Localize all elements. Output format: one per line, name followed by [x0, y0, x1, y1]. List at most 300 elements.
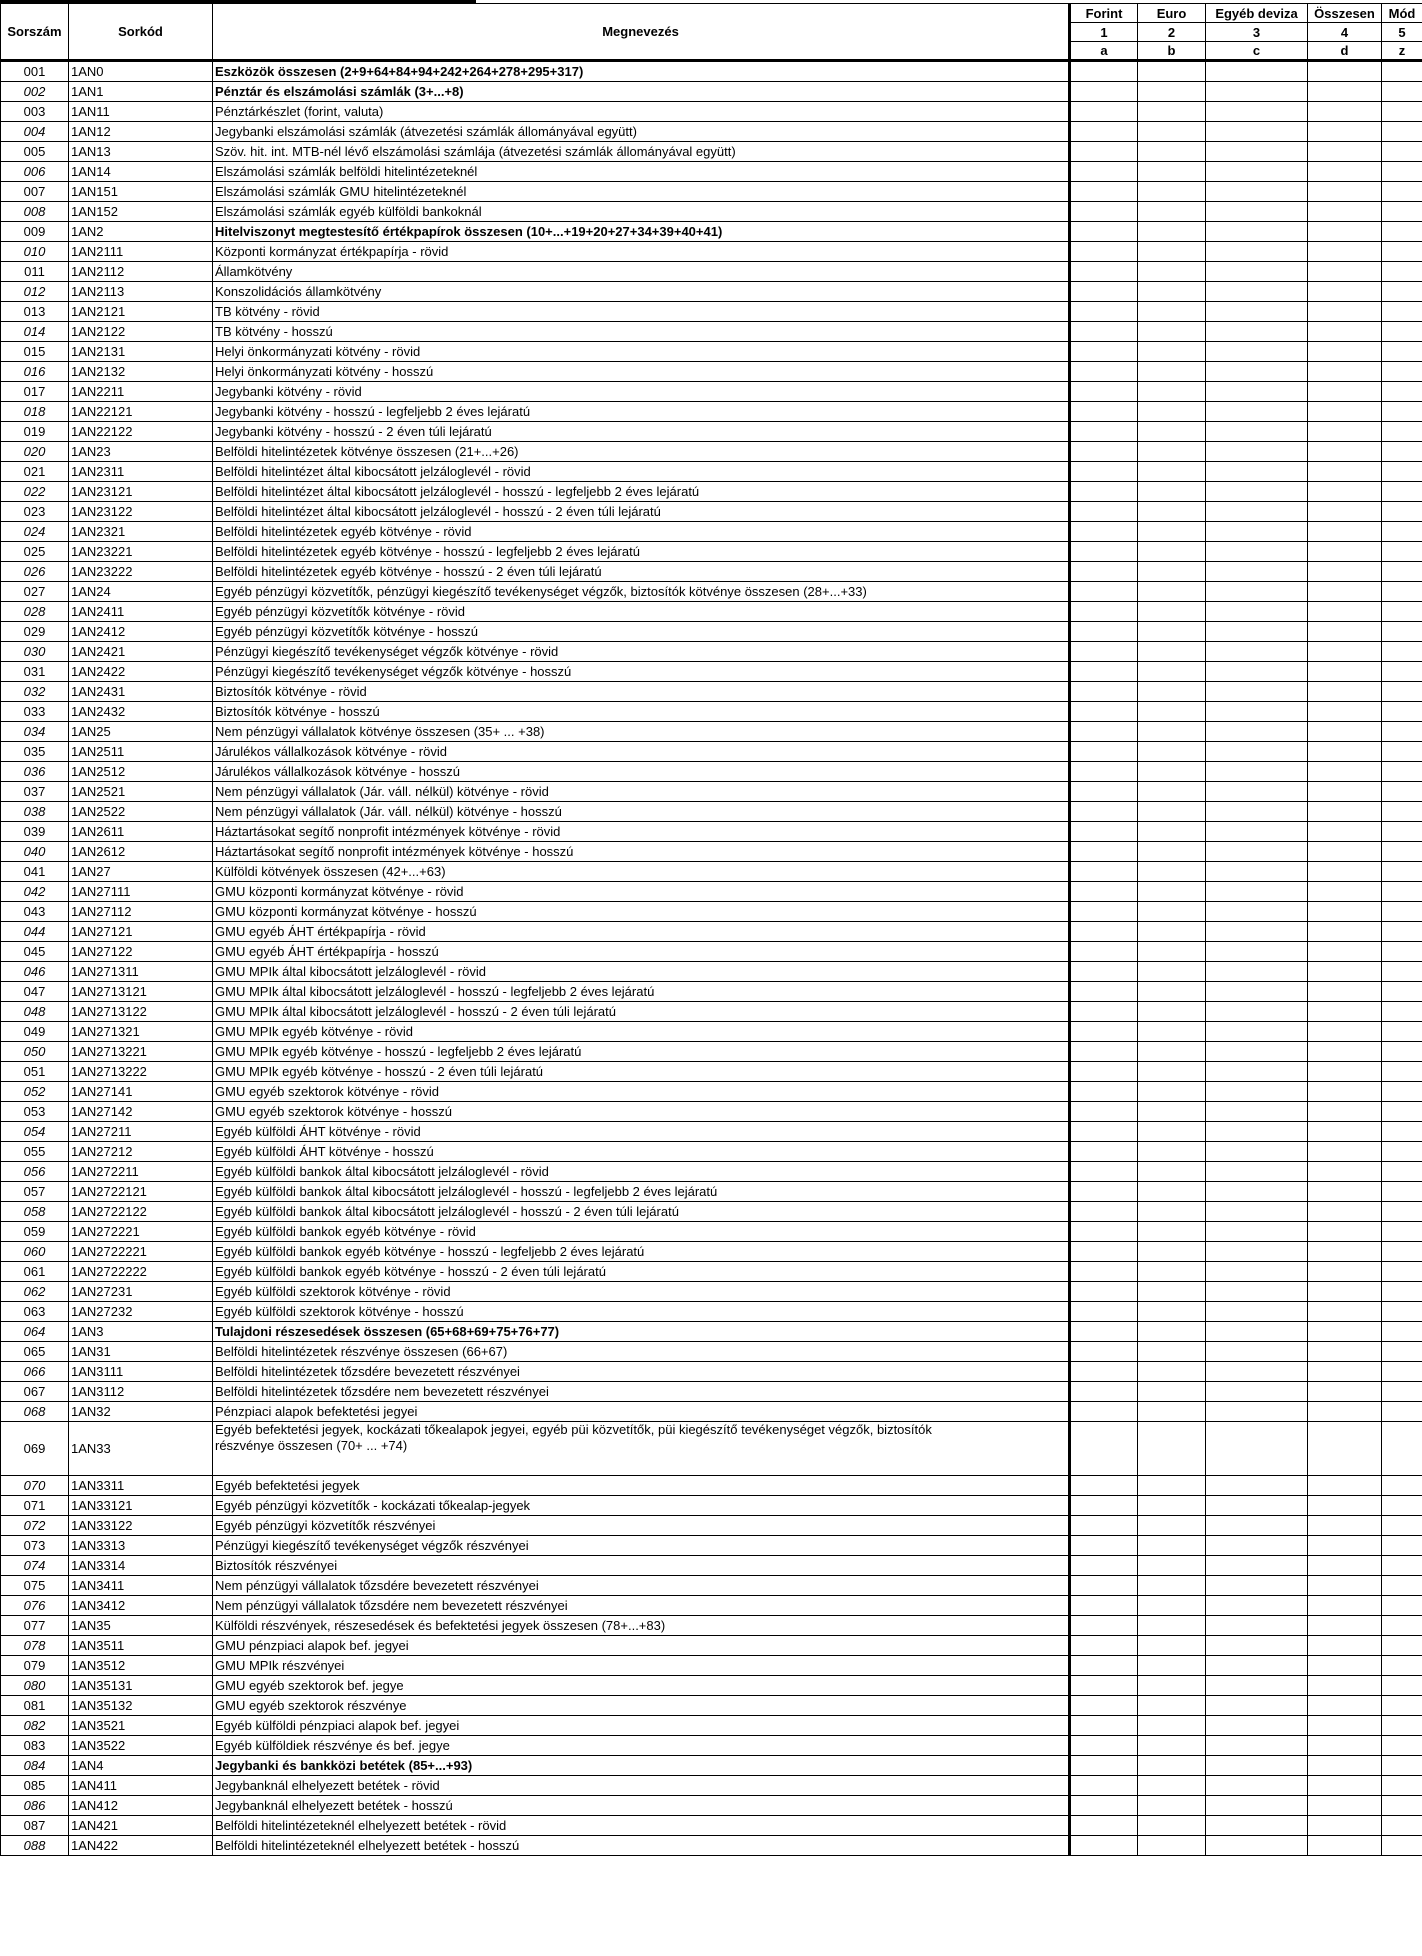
value-cell-mode[interactable] [1382, 1656, 1422, 1676]
value-cell-other-currency[interactable] [1206, 1516, 1308, 1536]
value-cell-euro[interactable] [1138, 502, 1206, 522]
value-cell-forint[interactable] [1070, 402, 1138, 422]
value-cell-mode[interactable] [1382, 382, 1422, 402]
value-cell-total[interactable] [1308, 1102, 1382, 1122]
value-cell-other-currency[interactable] [1206, 1476, 1308, 1496]
value-cell-forint[interactable] [1070, 682, 1138, 702]
value-cell-forint[interactable] [1070, 882, 1138, 902]
value-cell-total[interactable] [1308, 882, 1382, 902]
value-cell-euro[interactable] [1138, 1182, 1206, 1202]
value-cell-total[interactable] [1308, 1556, 1382, 1576]
value-cell-mode[interactable] [1382, 1422, 1422, 1476]
value-cell-other-currency[interactable] [1206, 1656, 1308, 1676]
value-cell-total[interactable] [1308, 1796, 1382, 1816]
value-cell-other-currency[interactable] [1206, 1242, 1308, 1262]
value-cell-total[interactable] [1308, 282, 1382, 302]
value-cell-forint[interactable] [1070, 1556, 1138, 1576]
value-cell-forint[interactable] [1070, 1022, 1138, 1042]
value-cell-euro[interactable] [1138, 202, 1206, 222]
value-cell-total[interactable] [1308, 222, 1382, 242]
value-cell-mode[interactable] [1382, 1122, 1422, 1142]
value-cell-other-currency[interactable] [1206, 802, 1308, 822]
value-cell-total[interactable] [1308, 82, 1382, 102]
value-cell-euro[interactable] [1138, 1142, 1206, 1162]
value-cell-euro[interactable] [1138, 1616, 1206, 1636]
value-cell-euro[interactable] [1138, 282, 1206, 302]
value-cell-other-currency[interactable] [1206, 1776, 1308, 1796]
value-cell-euro[interactable] [1138, 722, 1206, 742]
value-cell-other-currency[interactable] [1206, 1796, 1308, 1816]
value-cell-euro[interactable] [1138, 1082, 1206, 1102]
value-cell-total[interactable] [1308, 1696, 1382, 1716]
value-cell-total[interactable] [1308, 1062, 1382, 1082]
value-cell-forint[interactable] [1070, 1122, 1138, 1142]
value-cell-forint[interactable] [1070, 1382, 1138, 1402]
value-cell-euro[interactable] [1138, 1102, 1206, 1122]
value-cell-euro[interactable] [1138, 1676, 1206, 1696]
value-cell-other-currency[interactable] [1206, 382, 1308, 402]
value-cell-total[interactable] [1308, 442, 1382, 462]
value-cell-other-currency[interactable] [1206, 282, 1308, 302]
value-cell-other-currency[interactable] [1206, 1082, 1308, 1102]
value-cell-forint[interactable] [1070, 662, 1138, 682]
value-cell-forint[interactable] [1070, 362, 1138, 382]
value-cell-euro[interactable] [1138, 1422, 1206, 1476]
value-cell-euro[interactable] [1138, 242, 1206, 262]
value-cell-mode[interactable] [1382, 1776, 1422, 1796]
value-cell-total[interactable] [1308, 242, 1382, 262]
value-cell-forint[interactable] [1070, 862, 1138, 882]
value-cell-euro[interactable] [1138, 1342, 1206, 1362]
value-cell-other-currency[interactable] [1206, 61, 1308, 82]
value-cell-other-currency[interactable] [1206, 1362, 1308, 1382]
value-cell-total[interactable] [1308, 1596, 1382, 1616]
value-cell-mode[interactable] [1382, 142, 1422, 162]
value-cell-mode[interactable] [1382, 622, 1422, 642]
value-cell-other-currency[interactable] [1206, 262, 1308, 282]
value-cell-forint[interactable] [1070, 202, 1138, 222]
value-cell-euro[interactable] [1138, 562, 1206, 582]
value-cell-other-currency[interactable] [1206, 1022, 1308, 1042]
value-cell-total[interactable] [1308, 522, 1382, 542]
value-cell-mode[interactable] [1382, 1182, 1422, 1202]
value-cell-mode[interactable] [1382, 862, 1422, 882]
value-cell-other-currency[interactable] [1206, 602, 1308, 622]
value-cell-mode[interactable] [1382, 1082, 1422, 1102]
value-cell-forint[interactable] [1070, 1322, 1138, 1342]
value-cell-total[interactable] [1308, 1262, 1382, 1282]
value-cell-mode[interactable] [1382, 1382, 1422, 1402]
value-cell-other-currency[interactable] [1206, 1142, 1308, 1162]
value-cell-euro[interactable] [1138, 322, 1206, 342]
value-cell-mode[interactable] [1382, 642, 1422, 662]
value-cell-mode[interactable] [1382, 302, 1422, 322]
value-cell-forint[interactable] [1070, 122, 1138, 142]
value-cell-forint[interactable] [1070, 602, 1138, 622]
value-cell-other-currency[interactable] [1206, 982, 1308, 1002]
value-cell-mode[interactable] [1382, 1102, 1422, 1122]
value-cell-other-currency[interactable] [1206, 1816, 1308, 1836]
value-cell-other-currency[interactable] [1206, 1716, 1308, 1736]
value-cell-other-currency[interactable] [1206, 842, 1308, 862]
value-cell-other-currency[interactable] [1206, 1322, 1308, 1342]
value-cell-euro[interactable] [1138, 542, 1206, 562]
value-cell-other-currency[interactable] [1206, 1696, 1308, 1716]
value-cell-total[interactable] [1308, 1202, 1382, 1222]
value-cell-total[interactable] [1308, 1142, 1382, 1162]
value-cell-other-currency[interactable] [1206, 442, 1308, 462]
value-cell-forint[interactable] [1070, 502, 1138, 522]
value-cell-euro[interactable] [1138, 1776, 1206, 1796]
value-cell-mode[interactable] [1382, 1796, 1422, 1816]
value-cell-other-currency[interactable] [1206, 342, 1308, 362]
value-cell-euro[interactable] [1138, 1002, 1206, 1022]
value-cell-forint[interactable] [1070, 582, 1138, 602]
value-cell-total[interactable] [1308, 1676, 1382, 1696]
value-cell-total[interactable] [1308, 862, 1382, 882]
value-cell-mode[interactable] [1382, 1042, 1422, 1062]
value-cell-mode[interactable] [1382, 1816, 1422, 1836]
value-cell-total[interactable] [1308, 1736, 1382, 1756]
value-cell-total[interactable] [1308, 1496, 1382, 1516]
value-cell-mode[interactable] [1382, 1362, 1422, 1382]
value-cell-other-currency[interactable] [1206, 702, 1308, 722]
value-cell-euro[interactable] [1138, 1536, 1206, 1556]
value-cell-other-currency[interactable] [1206, 902, 1308, 922]
value-cell-mode[interactable] [1382, 982, 1422, 1002]
value-cell-total[interactable] [1308, 1122, 1382, 1142]
value-cell-forint[interactable] [1070, 1282, 1138, 1302]
value-cell-mode[interactable] [1382, 402, 1422, 422]
value-cell-total[interactable] [1308, 822, 1382, 842]
value-cell-other-currency[interactable] [1206, 402, 1308, 422]
value-cell-other-currency[interactable] [1206, 782, 1308, 802]
value-cell-euro[interactable] [1138, 742, 1206, 762]
value-cell-total[interactable] [1308, 422, 1382, 442]
value-cell-forint[interactable] [1070, 222, 1138, 242]
value-cell-other-currency[interactable] [1206, 862, 1308, 882]
value-cell-other-currency[interactable] [1206, 562, 1308, 582]
value-cell-total[interactable] [1308, 1382, 1382, 1402]
value-cell-total[interactable] [1308, 1516, 1382, 1536]
value-cell-total[interactable] [1308, 1002, 1382, 1022]
value-cell-euro[interactable] [1138, 382, 1206, 402]
value-cell-forint[interactable] [1070, 1002, 1138, 1022]
value-cell-other-currency[interactable] [1206, 102, 1308, 122]
value-cell-mode[interactable] [1382, 662, 1422, 682]
value-cell-mode[interactable] [1382, 282, 1422, 302]
value-cell-total[interactable] [1308, 1282, 1382, 1302]
value-cell-other-currency[interactable] [1206, 1202, 1308, 1222]
value-cell-forint[interactable] [1070, 1162, 1138, 1182]
value-cell-other-currency[interactable] [1206, 1736, 1308, 1756]
value-cell-euro[interactable] [1138, 122, 1206, 142]
value-cell-euro[interactable] [1138, 442, 1206, 462]
value-cell-euro[interactable] [1138, 602, 1206, 622]
value-cell-other-currency[interactable] [1206, 1402, 1308, 1422]
value-cell-total[interactable] [1308, 342, 1382, 362]
value-cell-mode[interactable] [1382, 902, 1422, 922]
value-cell-mode[interactable] [1382, 1596, 1422, 1616]
value-cell-total[interactable] [1308, 162, 1382, 182]
value-cell-mode[interactable] [1382, 782, 1422, 802]
value-cell-euro[interactable] [1138, 822, 1206, 842]
value-cell-mode[interactable] [1382, 182, 1422, 202]
value-cell-euro[interactable] [1138, 262, 1206, 282]
value-cell-euro[interactable] [1138, 1282, 1206, 1302]
value-cell-total[interactable] [1308, 1422, 1382, 1476]
value-cell-total[interactable] [1308, 1242, 1382, 1262]
value-cell-euro[interactable] [1138, 1756, 1206, 1776]
value-cell-total[interactable] [1308, 902, 1382, 922]
value-cell-total[interactable] [1308, 1776, 1382, 1796]
value-cell-forint[interactable] [1070, 61, 1138, 82]
value-cell-mode[interactable] [1382, 342, 1422, 362]
value-cell-euro[interactable] [1138, 482, 1206, 502]
value-cell-euro[interactable] [1138, 1322, 1206, 1342]
value-cell-total[interactable] [1308, 682, 1382, 702]
value-cell-mode[interactable] [1382, 1756, 1422, 1776]
value-cell-other-currency[interactable] [1206, 582, 1308, 602]
value-cell-total[interactable] [1308, 702, 1382, 722]
value-cell-total[interactable] [1308, 1362, 1382, 1382]
value-cell-euro[interactable] [1138, 182, 1206, 202]
value-cell-euro[interactable] [1138, 1362, 1206, 1382]
value-cell-mode[interactable] [1382, 1302, 1422, 1322]
value-cell-total[interactable] [1308, 1302, 1382, 1322]
value-cell-mode[interactable] [1382, 802, 1422, 822]
value-cell-mode[interactable] [1382, 242, 1422, 262]
value-cell-other-currency[interactable] [1206, 542, 1308, 562]
value-cell-total[interactable] [1308, 502, 1382, 522]
value-cell-euro[interactable] [1138, 1816, 1206, 1836]
value-cell-other-currency[interactable] [1206, 962, 1308, 982]
value-cell-mode[interactable] [1382, 61, 1422, 82]
value-cell-forint[interactable] [1070, 1656, 1138, 1676]
value-cell-total[interactable] [1308, 1756, 1382, 1776]
value-cell-other-currency[interactable] [1206, 1556, 1308, 1576]
value-cell-total[interactable] [1308, 622, 1382, 642]
value-cell-forint[interactable] [1070, 1496, 1138, 1516]
value-cell-mode[interactable] [1382, 1222, 1422, 1242]
value-cell-total[interactable] [1308, 302, 1382, 322]
value-cell-forint[interactable] [1070, 1422, 1138, 1476]
value-cell-other-currency[interactable] [1206, 1676, 1308, 1696]
value-cell-other-currency[interactable] [1206, 1302, 1308, 1322]
value-cell-mode[interactable] [1382, 602, 1422, 622]
value-cell-other-currency[interactable] [1206, 482, 1308, 502]
value-cell-other-currency[interactable] [1206, 922, 1308, 942]
value-cell-mode[interactable] [1382, 1576, 1422, 1596]
value-cell-forint[interactable] [1070, 962, 1138, 982]
value-cell-forint[interactable] [1070, 1302, 1138, 1322]
value-cell-total[interactable] [1308, 482, 1382, 502]
value-cell-other-currency[interactable] [1206, 1342, 1308, 1362]
value-cell-forint[interactable] [1070, 182, 1138, 202]
value-cell-mode[interactable] [1382, 1342, 1422, 1362]
value-cell-euro[interactable] [1138, 1202, 1206, 1222]
value-cell-total[interactable] [1308, 1636, 1382, 1656]
value-cell-mode[interactable] [1382, 1536, 1422, 1556]
value-cell-other-currency[interactable] [1206, 182, 1308, 202]
value-cell-forint[interactable] [1070, 1342, 1138, 1362]
value-cell-forint[interactable] [1070, 1242, 1138, 1262]
value-cell-total[interactable] [1308, 782, 1382, 802]
value-cell-total[interactable] [1308, 1182, 1382, 1202]
value-cell-forint[interactable] [1070, 1102, 1138, 1122]
value-cell-euro[interactable] [1138, 1382, 1206, 1402]
value-cell-mode[interactable] [1382, 482, 1422, 502]
value-cell-mode[interactable] [1382, 1736, 1422, 1756]
value-cell-euro[interactable] [1138, 82, 1206, 102]
value-cell-other-currency[interactable] [1206, 242, 1308, 262]
value-cell-forint[interactable] [1070, 1756, 1138, 1776]
value-cell-other-currency[interactable] [1206, 1636, 1308, 1656]
value-cell-other-currency[interactable] [1206, 1576, 1308, 1596]
value-cell-mode[interactable] [1382, 722, 1422, 742]
value-cell-forint[interactable] [1070, 1836, 1138, 1856]
value-cell-total[interactable] [1308, 102, 1382, 122]
value-cell-total[interactable] [1308, 1162, 1382, 1182]
value-cell-euro[interactable] [1138, 1736, 1206, 1756]
value-cell-forint[interactable] [1070, 1796, 1138, 1816]
value-cell-euro[interactable] [1138, 1656, 1206, 1676]
value-cell-mode[interactable] [1382, 542, 1422, 562]
value-cell-forint[interactable] [1070, 442, 1138, 462]
value-cell-mode[interactable] [1382, 82, 1422, 102]
value-cell-total[interactable] [1308, 1022, 1382, 1042]
value-cell-forint[interactable] [1070, 1202, 1138, 1222]
value-cell-total[interactable] [1308, 642, 1382, 662]
value-cell-mode[interactable] [1382, 702, 1422, 722]
value-cell-forint[interactable] [1070, 1182, 1138, 1202]
value-cell-forint[interactable] [1070, 822, 1138, 842]
value-cell-forint[interactable] [1070, 562, 1138, 582]
value-cell-mode[interactable] [1382, 1262, 1422, 1282]
value-cell-other-currency[interactable] [1206, 1002, 1308, 1022]
value-cell-mode[interactable] [1382, 1062, 1422, 1082]
value-cell-forint[interactable] [1070, 802, 1138, 822]
value-cell-euro[interactable] [1138, 1496, 1206, 1516]
value-cell-euro[interactable] [1138, 1262, 1206, 1282]
value-cell-other-currency[interactable] [1206, 742, 1308, 762]
value-cell-other-currency[interactable] [1206, 422, 1308, 442]
value-cell-other-currency[interactable] [1206, 1262, 1308, 1282]
value-cell-forint[interactable] [1070, 102, 1138, 122]
value-cell-total[interactable] [1308, 1816, 1382, 1836]
value-cell-forint[interactable] [1070, 522, 1138, 542]
value-cell-mode[interactable] [1382, 1402, 1422, 1422]
value-cell-forint[interactable] [1070, 1062, 1138, 1082]
value-cell-forint[interactable] [1070, 1576, 1138, 1596]
value-cell-forint[interactable] [1070, 702, 1138, 722]
value-cell-total[interactable] [1308, 182, 1382, 202]
value-cell-forint[interactable] [1070, 422, 1138, 442]
value-cell-total[interactable] [1308, 662, 1382, 682]
value-cell-mode[interactable] [1382, 742, 1422, 762]
value-cell-mode[interactable] [1382, 262, 1422, 282]
value-cell-euro[interactable] [1138, 882, 1206, 902]
value-cell-mode[interactable] [1382, 1716, 1422, 1736]
value-cell-euro[interactable] [1138, 1062, 1206, 1082]
value-cell-euro[interactable] [1138, 762, 1206, 782]
value-cell-euro[interactable] [1138, 302, 1206, 322]
value-cell-mode[interactable] [1382, 122, 1422, 142]
value-cell-forint[interactable] [1070, 942, 1138, 962]
value-cell-total[interactable] [1308, 562, 1382, 582]
value-cell-forint[interactable] [1070, 1696, 1138, 1716]
value-cell-other-currency[interactable] [1206, 822, 1308, 842]
value-cell-other-currency[interactable] [1206, 722, 1308, 742]
value-cell-total[interactable] [1308, 202, 1382, 222]
value-cell-total[interactable] [1308, 1082, 1382, 1102]
value-cell-other-currency[interactable] [1206, 142, 1308, 162]
value-cell-mode[interactable] [1382, 1142, 1422, 1162]
value-cell-mode[interactable] [1382, 462, 1422, 482]
value-cell-other-currency[interactable] [1206, 82, 1308, 102]
value-cell-euro[interactable] [1138, 422, 1206, 442]
value-cell-forint[interactable] [1070, 1262, 1138, 1282]
value-cell-euro[interactable] [1138, 1162, 1206, 1182]
value-cell-euro[interactable] [1138, 1796, 1206, 1816]
value-cell-forint[interactable] [1070, 162, 1138, 182]
value-cell-euro[interactable] [1138, 1242, 1206, 1262]
value-cell-mode[interactable] [1382, 1636, 1422, 1656]
value-cell-euro[interactable] [1138, 61, 1206, 82]
value-cell-euro[interactable] [1138, 1696, 1206, 1716]
value-cell-forint[interactable] [1070, 542, 1138, 562]
value-cell-other-currency[interactable] [1206, 1162, 1308, 1182]
value-cell-mode[interactable] [1382, 1616, 1422, 1636]
value-cell-mode[interactable] [1382, 1322, 1422, 1342]
value-cell-other-currency[interactable] [1206, 1222, 1308, 1242]
value-cell-euro[interactable] [1138, 982, 1206, 1002]
value-cell-forint[interactable] [1070, 302, 1138, 322]
value-cell-mode[interactable] [1382, 962, 1422, 982]
value-cell-forint[interactable] [1070, 282, 1138, 302]
value-cell-total[interactable] [1308, 362, 1382, 382]
value-cell-other-currency[interactable] [1206, 1616, 1308, 1636]
value-cell-total[interactable] [1308, 1322, 1382, 1342]
value-cell-forint[interactable] [1070, 1616, 1138, 1636]
value-cell-total[interactable] [1308, 382, 1382, 402]
value-cell-euro[interactable] [1138, 1022, 1206, 1042]
value-cell-forint[interactable] [1070, 1636, 1138, 1656]
value-cell-euro[interactable] [1138, 1476, 1206, 1496]
value-cell-other-currency[interactable] [1206, 502, 1308, 522]
value-cell-total[interactable] [1308, 962, 1382, 982]
value-cell-forint[interactable] [1070, 1042, 1138, 1062]
value-cell-euro[interactable] [1138, 782, 1206, 802]
value-cell-total[interactable] [1308, 61, 1382, 82]
value-cell-mode[interactable] [1382, 1282, 1422, 1302]
value-cell-total[interactable] [1308, 1536, 1382, 1556]
value-cell-total[interactable] [1308, 142, 1382, 162]
value-cell-total[interactable] [1308, 1476, 1382, 1496]
value-cell-euro[interactable] [1138, 1836, 1206, 1856]
value-cell-mode[interactable] [1382, 1676, 1422, 1696]
value-cell-mode[interactable] [1382, 562, 1422, 582]
value-cell-total[interactable] [1308, 742, 1382, 762]
value-cell-other-currency[interactable] [1206, 1102, 1308, 1122]
value-cell-euro[interactable] [1138, 1576, 1206, 1596]
value-cell-euro[interactable] [1138, 1556, 1206, 1576]
value-cell-forint[interactable] [1070, 1716, 1138, 1736]
value-cell-mode[interactable] [1382, 162, 1422, 182]
value-cell-euro[interactable] [1138, 962, 1206, 982]
value-cell-forint[interactable] [1070, 482, 1138, 502]
value-cell-mode[interactable] [1382, 422, 1422, 442]
